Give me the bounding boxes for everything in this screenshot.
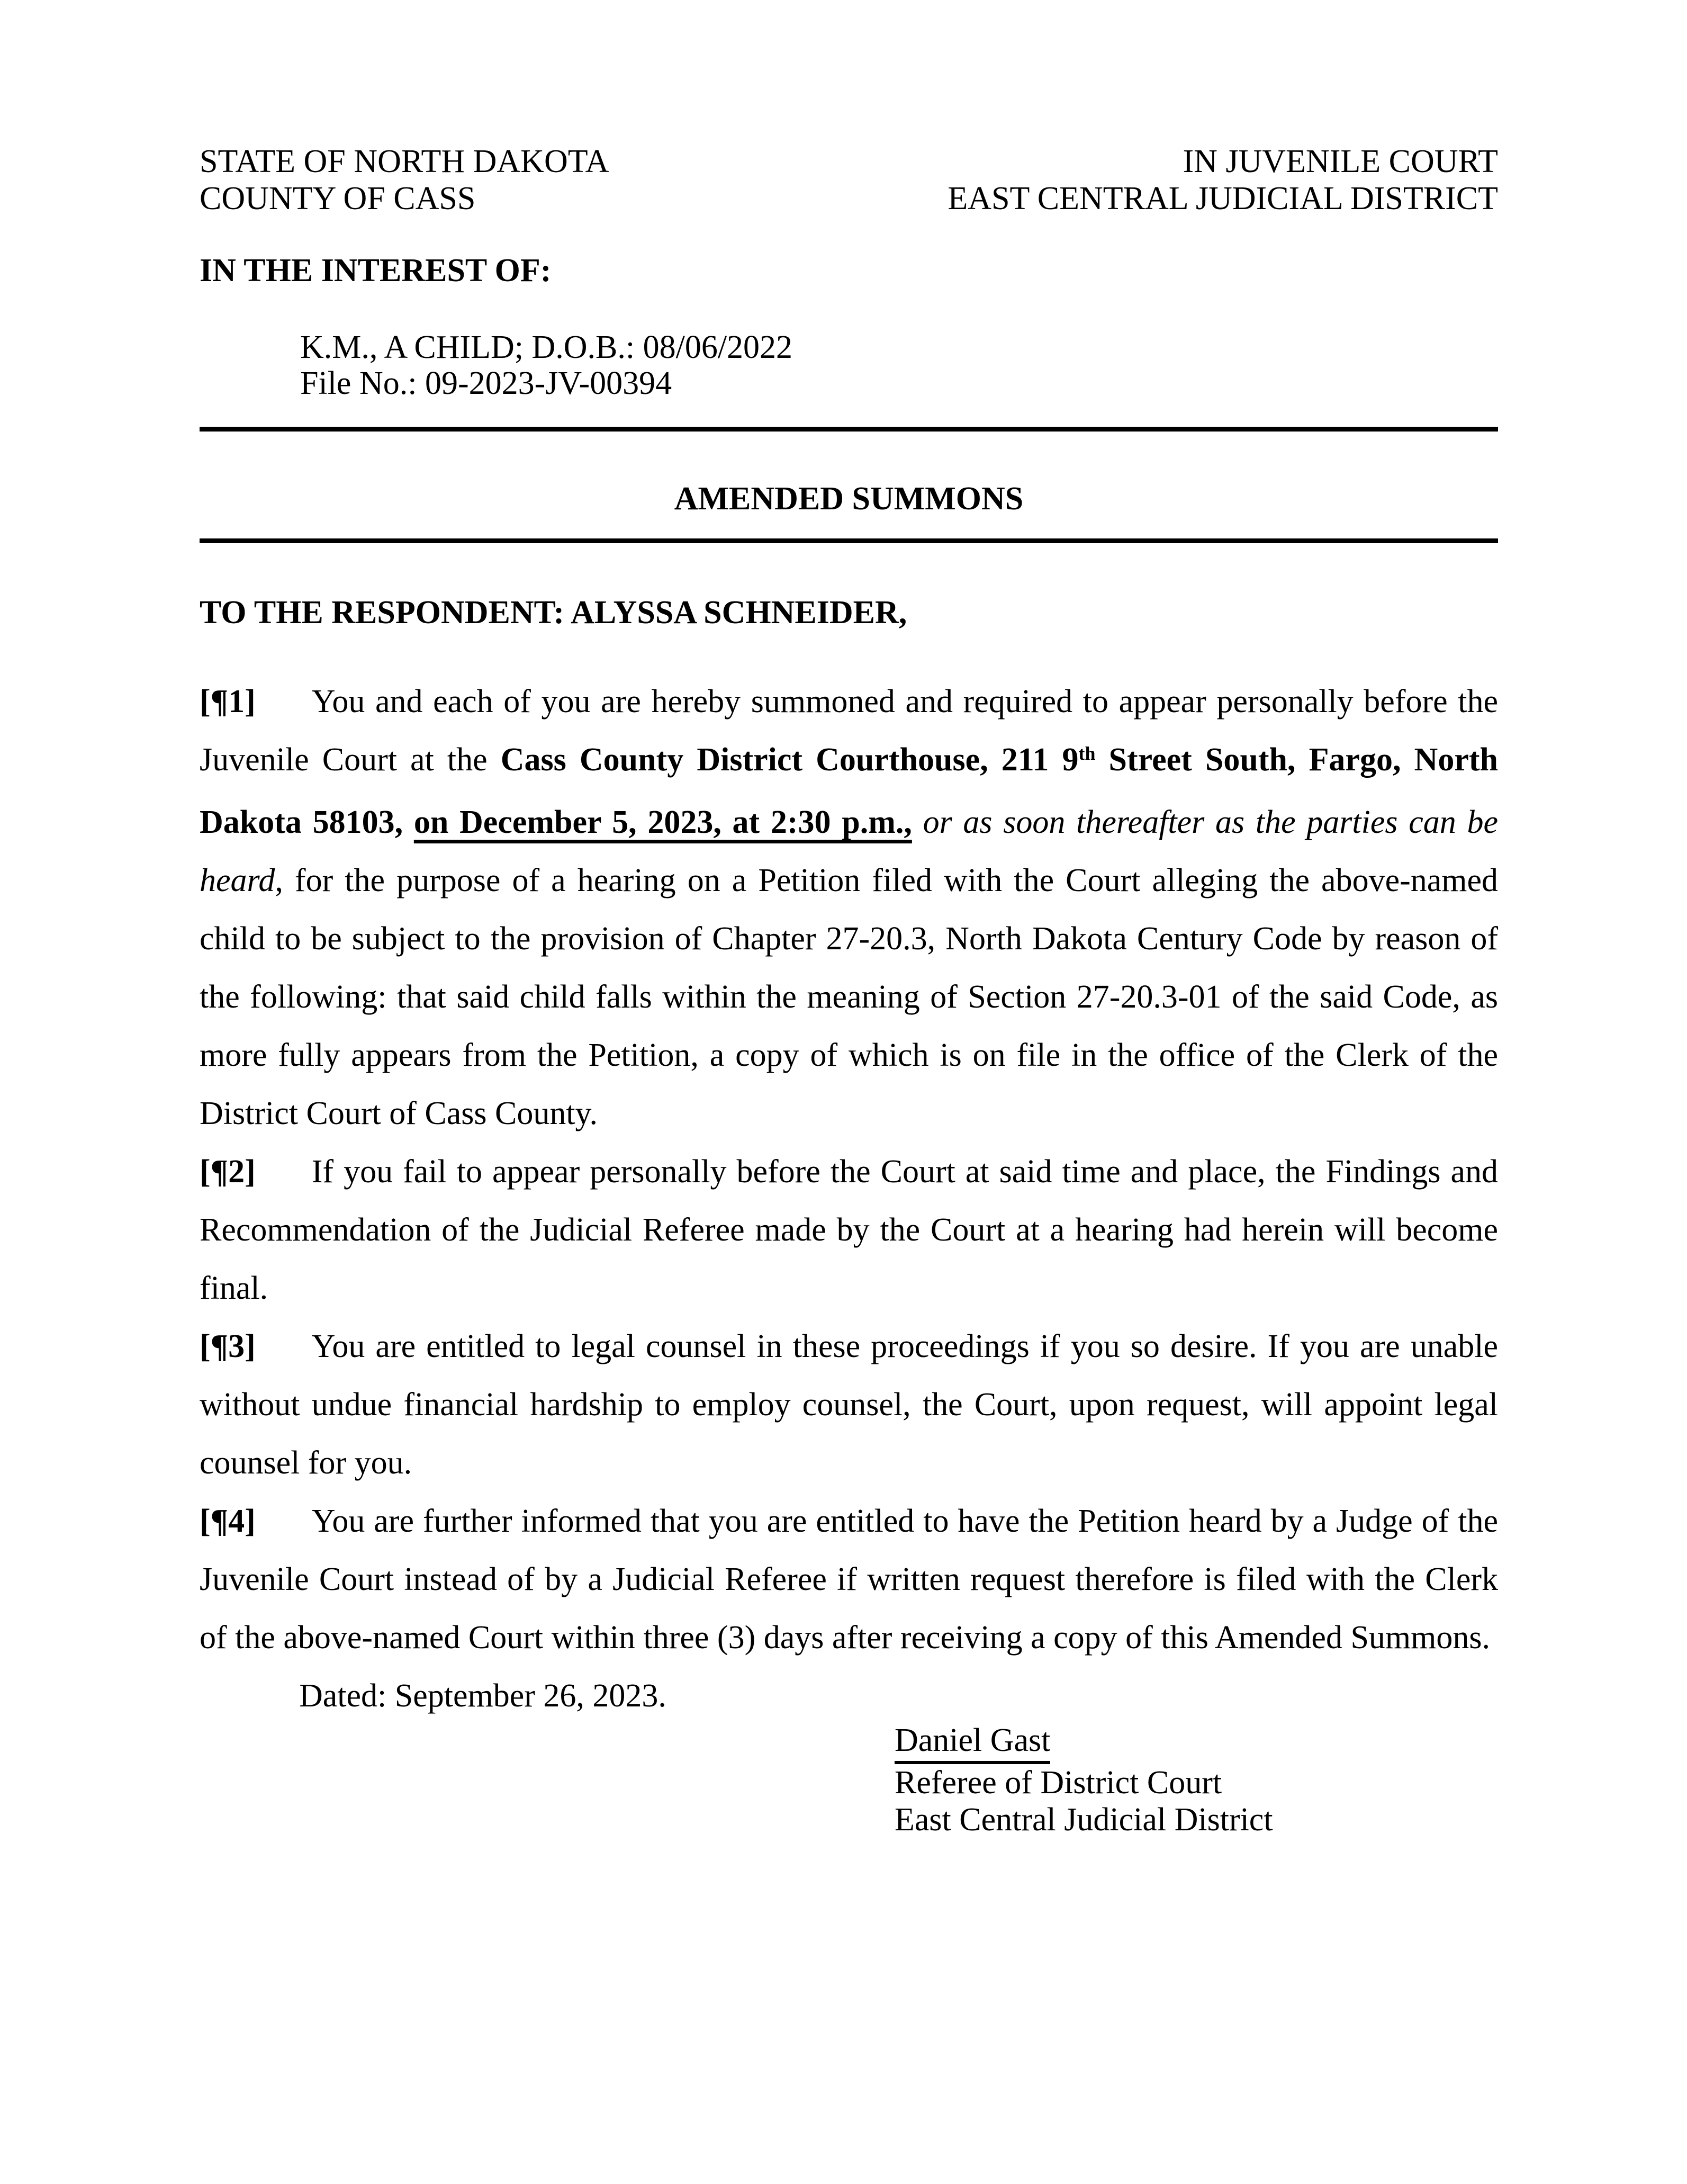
text-run-regular: You and each of you are hereby summoned and required to appear personally before the Juvenile Court at the <box>200 684 1498 778</box>
paragraph-1-text <box>200 684 1498 1131</box>
paragraph-2-marker: [¶2] <box>200 1154 256 1190</box>
court-caption <box>200 143 1498 217</box>
signer-title: Referee of District Court <box>895 1765 1222 1801</box>
caption-county-line: COUNTY OF CASS <box>200 181 476 217</box>
caption-court-line: IN JUVENILE COURT <box>1183 143 1498 179</box>
document-body <box>200 672 1498 1725</box>
signer-name: Daniel Gast <box>895 1722 1050 1764</box>
text-run-regular: You are further informed that you are entitled to have the Petition heard by a Judge of the Juvenile Court instead of by a Judicial Referee if written request therefore is filed with the Clerk of the above-named Court within three (3) days after receiving a copy of this Amended Summons. <box>200 1503 1498 1656</box>
in-the-interest-heading: IN THE INTEREST OF: <box>200 253 552 289</box>
dated-line: Dated: September 26, 2023. <box>299 1678 666 1714</box>
caption-left-column <box>200 143 609 217</box>
text-run-bold: Street South, Fargo, North Dakota 58103, <box>200 742 1498 840</box>
paragraph-3-marker: [¶3] <box>200 1328 256 1364</box>
signature-name-row <box>895 1722 1498 1764</box>
respondent-heading: TO THE RESPONDENT: ALYSSA SCHNEIDER, <box>200 595 907 631</box>
text-run-regular: , for the purpose of a hearing on a Petition filed with the Court alleging the above-named child to be subject to the provision of Chapter 27-20.3, North Dakota Century Code by reason of the following: that said child falls within the meaning of Section 27-20.3-01 of the said Code, as more fully appears from the Petition, a copy of which is on file in the office of the Clerk of the District Court of Cass County. <box>200 862 1498 1131</box>
paragraph-4 <box>200 1492 1498 1667</box>
case-identification-block <box>300 329 1498 401</box>
horizontal-divider-bottom <box>200 538 1498 543</box>
paragraph-2 <box>200 1143 1498 1317</box>
text-run-regular: You are entitled to legal counsel in these proceedings if you so desire. If you are unable without undue financial hardship to employ counsel, the Court, upon request, will appoint legal counsel for you. <box>200 1328 1498 1481</box>
text-run-italic: or as soon thereafter as the parties can be heard <box>200 804 1498 898</box>
document-title: AMENDED SUMMONS <box>674 481 1024 517</box>
paragraph-4-text <box>200 1503 1498 1656</box>
paragraph-1 <box>200 672 1498 1143</box>
paragraph-3-text <box>200 1328 1498 1481</box>
paragraph-4-marker: [¶4] <box>200 1503 256 1539</box>
signature-block <box>895 1722 1498 1838</box>
caption-right-column <box>948 143 1498 217</box>
child-identity-line: K.M., A CHILD; D.O.B.: 08/06/2022 <box>300 329 793 365</box>
text-run-bold-sup: th <box>1078 743 1096 765</box>
caption-district-line: EAST CENTRAL JUDICIAL DISTRICT <box>948 181 1498 217</box>
paragraph-2-text <box>200 1154 1498 1306</box>
signer-district: East Central Judicial District <box>895 1802 1273 1838</box>
text-run-bold-underline: on December 5, 2023, at 2:30 p.m., <box>413 804 912 840</box>
horizontal-divider-top <box>200 427 1498 432</box>
caption-state-line: STATE OF NORTH DAKOTA <box>200 143 609 179</box>
paragraph-3 <box>200 1317 1498 1492</box>
text-run-regular: If you fail to appear personally before the Court at said time and place, the Findings and Recommendation of the Judicial Referee made by the Court at a hearing had herein will become final. <box>200 1154 1498 1306</box>
paragraph-1-marker: [¶1] <box>200 684 256 720</box>
text-run-regular <box>912 804 923 840</box>
text-run-bold: Cass County District Courthouse, 211 9 <box>500 742 1079 778</box>
file-number-line: File No.: 09-2023-JV-00394 <box>300 365 672 401</box>
